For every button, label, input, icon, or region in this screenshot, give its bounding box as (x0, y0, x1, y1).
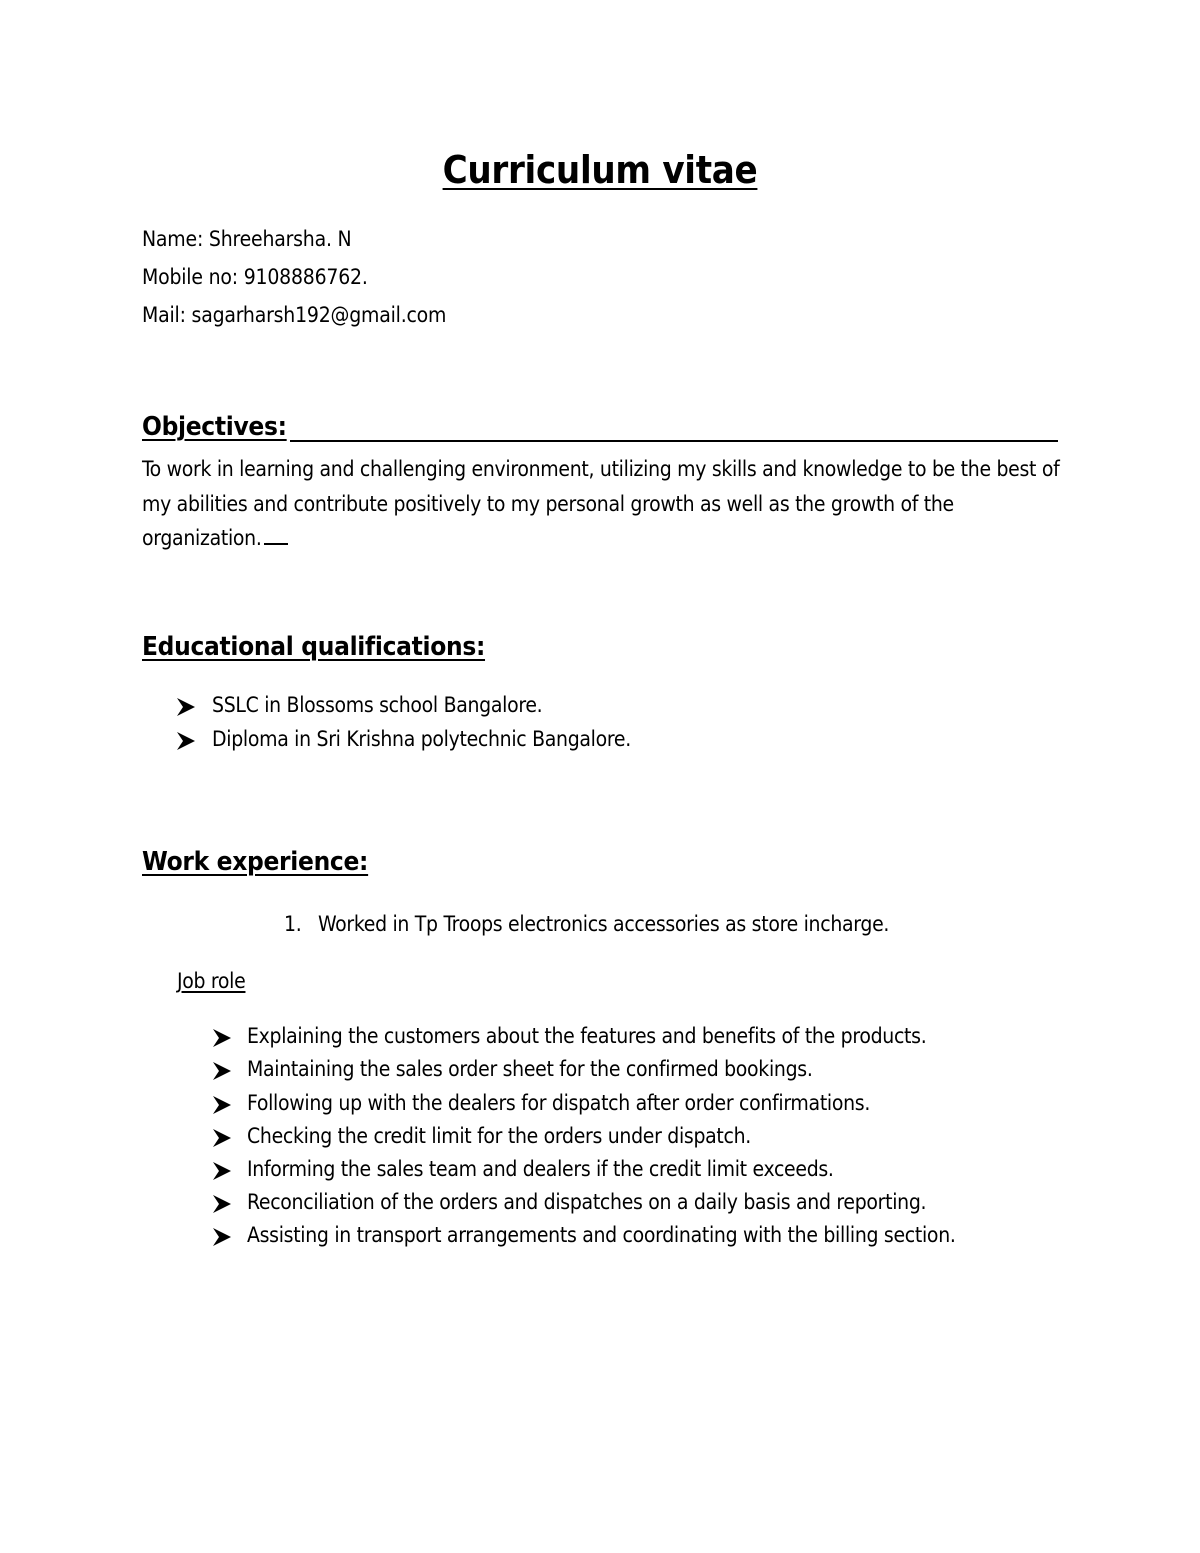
arrow-bullet-icon (176, 697, 196, 717)
contact-mobile (142, 265, 368, 289)
mobile-label: Mobile no: (142, 265, 244, 289)
arrow-bullet-icon (176, 731, 196, 751)
job-role-item (212, 1091, 871, 1115)
education-item (176, 693, 543, 717)
job-role-item (212, 1190, 927, 1214)
job-role-text: Assisting in transport arrangements and coordinating with the billing section. (247, 1223, 956, 1247)
education-item (176, 727, 631, 751)
position-number: 1. (284, 912, 302, 936)
mail-value: sagarharsh192@gmail.com (191, 303, 447, 327)
name-value: Shreeharsha. N (208, 227, 352, 251)
contact-name (142, 227, 352, 251)
objectives-text (142, 452, 1062, 556)
job-role-text: Reconciliation of the orders and dispatches on a daily basis and reporting. (247, 1190, 927, 1214)
education-item-text: Diploma in Sri Krishna polytechnic Bangalore. (212, 727, 631, 751)
objectives-heading: Objectives: (142, 412, 287, 442)
document-title: Curriculum vitae (442, 148, 758, 192)
job-role-text: Checking the credit limit for the orders under dispatch. (247, 1124, 751, 1148)
objectives-rule (290, 440, 1058, 442)
arrow-bullet-icon (212, 1194, 232, 1214)
name-label: Name: (142, 227, 209, 251)
education-heading: Educational qualifications: (142, 632, 486, 662)
job-role-item (212, 1024, 927, 1048)
contact-mail (142, 303, 446, 327)
job-role-text: Informing the sales team and dealers if the credit limit exceeds. (247, 1157, 834, 1181)
arrow-bullet-icon (212, 1128, 232, 1148)
blank-underline (264, 527, 288, 545)
job-role-text: Following up with the dealers for dispatch after order confirmations. (247, 1091, 871, 1115)
arrow-bullet-icon (212, 1061, 232, 1081)
arrow-bullet-icon (212, 1095, 232, 1115)
job-role-text: Explaining the customers about the features and benefits of the products. (247, 1024, 927, 1048)
job-role-heading: Job role (177, 969, 246, 993)
mail-label: Mail: (142, 303, 192, 327)
objectives-paragraph: To work in learning and challenging environment, utilizing my skills and knowledge to be the best of my abilities and contribute positively to my personal growth as well as the growth of the organization. (142, 457, 1060, 550)
job-role-text: Maintaining the sales order sheet for the confirmed bookings. (247, 1057, 813, 1081)
education-item-text: SSLC in Blossoms school Bangalore. (212, 693, 543, 717)
arrow-bullet-icon (212, 1161, 232, 1181)
arrow-bullet-icon (212, 1028, 232, 1048)
job-role-item (212, 1057, 813, 1081)
work-position (284, 912, 889, 936)
work-heading: Work experience: (142, 847, 369, 877)
job-role-item (212, 1124, 751, 1148)
mobile-value: 9108886762. (243, 265, 368, 289)
arrow-bullet-icon (212, 1227, 232, 1247)
job-role-item (212, 1223, 956, 1247)
job-role-item (212, 1157, 834, 1181)
position-text: Worked in Tp Troops electronics accessories as store incharge. (318, 912, 890, 936)
